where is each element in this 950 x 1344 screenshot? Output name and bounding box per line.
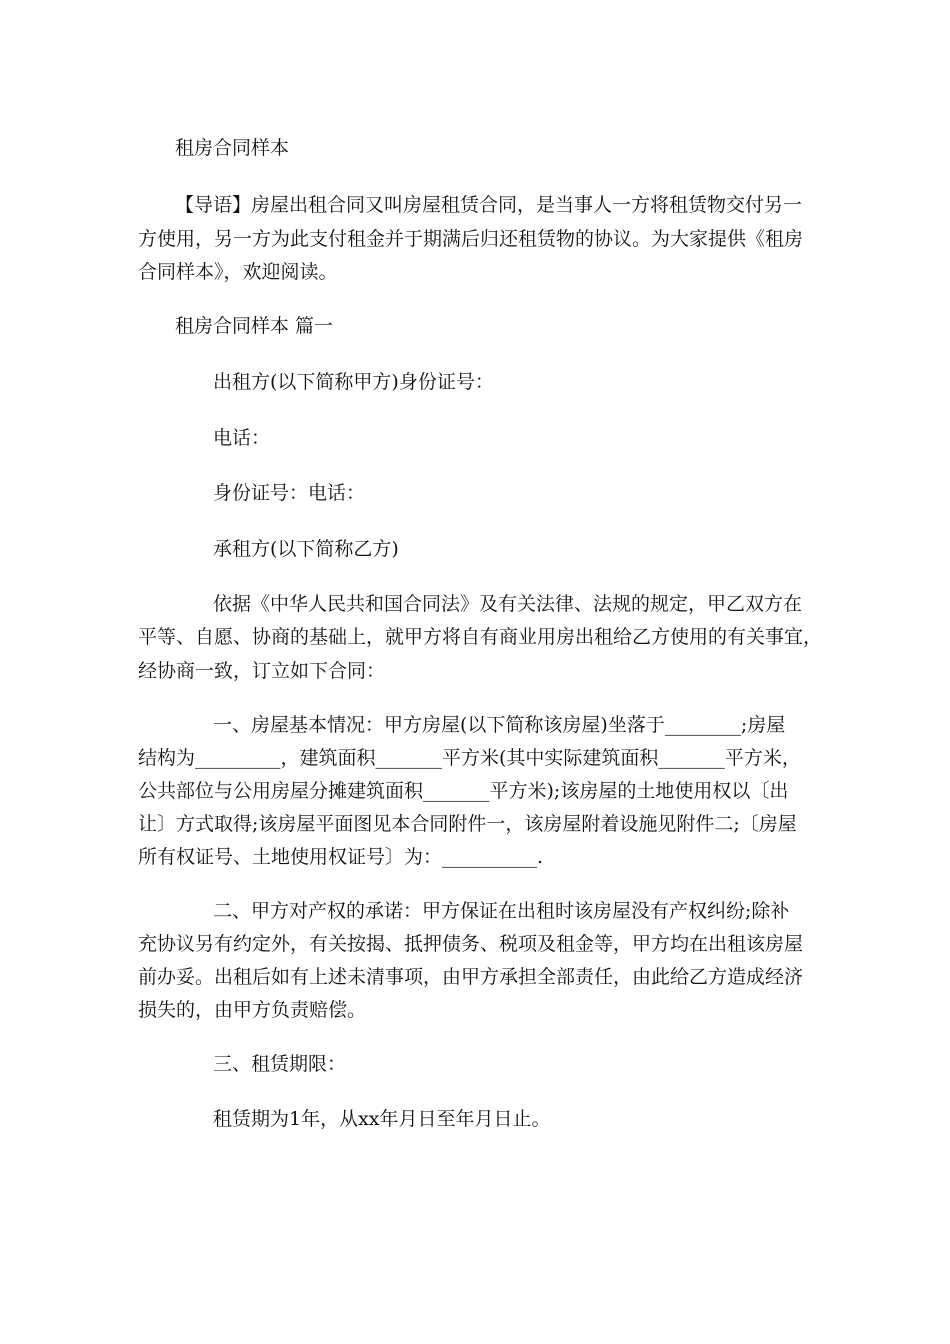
basis-line: 经协商一致，订立如下合同： — [138, 660, 386, 682]
id-phone-line: 身份证号：电话： — [213, 482, 366, 504]
clause-line: 前办妥。出租后如有上述未清事项，由甲方承担全部责任，由此给乙方造成经济 — [138, 966, 804, 988]
clause-line: 结构为_________，建筑面积_______平方米(其中实际建筑面积_______平方米， — [138, 747, 801, 769]
basis-line: 依据《中华人民共和国合同法》及有关法律、法规的规定，甲乙双方在 — [213, 593, 803, 615]
clause-line: 让〕方式取得;该房屋平面图见本合同附件一，该房屋附着设施见附件二;〔房屋 — [138, 813, 797, 835]
document-title: 租房合同样本 — [175, 137, 290, 159]
clause-line: 所有权证号、土地使用权证号〕为：__________. — [138, 846, 544, 868]
lessee-line: 承租方(以下简称乙方) — [213, 538, 399, 560]
intro-line: 【导语】房屋出租合同又叫房屋租赁合同，是当事人一方将租赁物交付另一 — [175, 194, 803, 216]
lessor-id-line: 出租方(以下简称甲方)身份证号： — [213, 371, 494, 393]
phone-line: 电话： — [213, 427, 271, 449]
section-title: 租房合同样本 篇一 — [175, 315, 334, 337]
clause-line: 二、甲方对产权的承诺：甲方保证在出租时该房屋没有产权纠纷;除补 — [213, 900, 790, 922]
clause-3-text: 租赁期为1年，从xx年月日至年月日止。 — [213, 1108, 551, 1130]
intro-line: 方使用，另一方为此支付租金并于期满后归还租赁物的协议。为大家提供《租房 — [138, 228, 804, 250]
clause-line: 一、房屋基本情况：甲方房屋(以下简称该房屋)坐落于________;房屋 — [213, 714, 786, 736]
clause-line: 公共部位与公用房屋分摊建筑面积_______平方米);该房屋的土地使用权以〔出 — [138, 780, 789, 802]
clause-3-title: 三、租赁期限： — [213, 1053, 347, 1075]
clause-line: 充协议另有约定外，有关按揭、抵押债务、税项及租金等，甲方均在出租该房屋 — [138, 933, 804, 955]
intro-line: 合同样本》，欢迎阅读。 — [138, 261, 338, 283]
basis-line: 平等、自愿、协商的基础上，就甲方将自有商业用房出租给乙方使用的有关事宜， — [138, 626, 823, 648]
clause-line: 损失的，由甲方负责赔偿。 — [138, 999, 367, 1021]
